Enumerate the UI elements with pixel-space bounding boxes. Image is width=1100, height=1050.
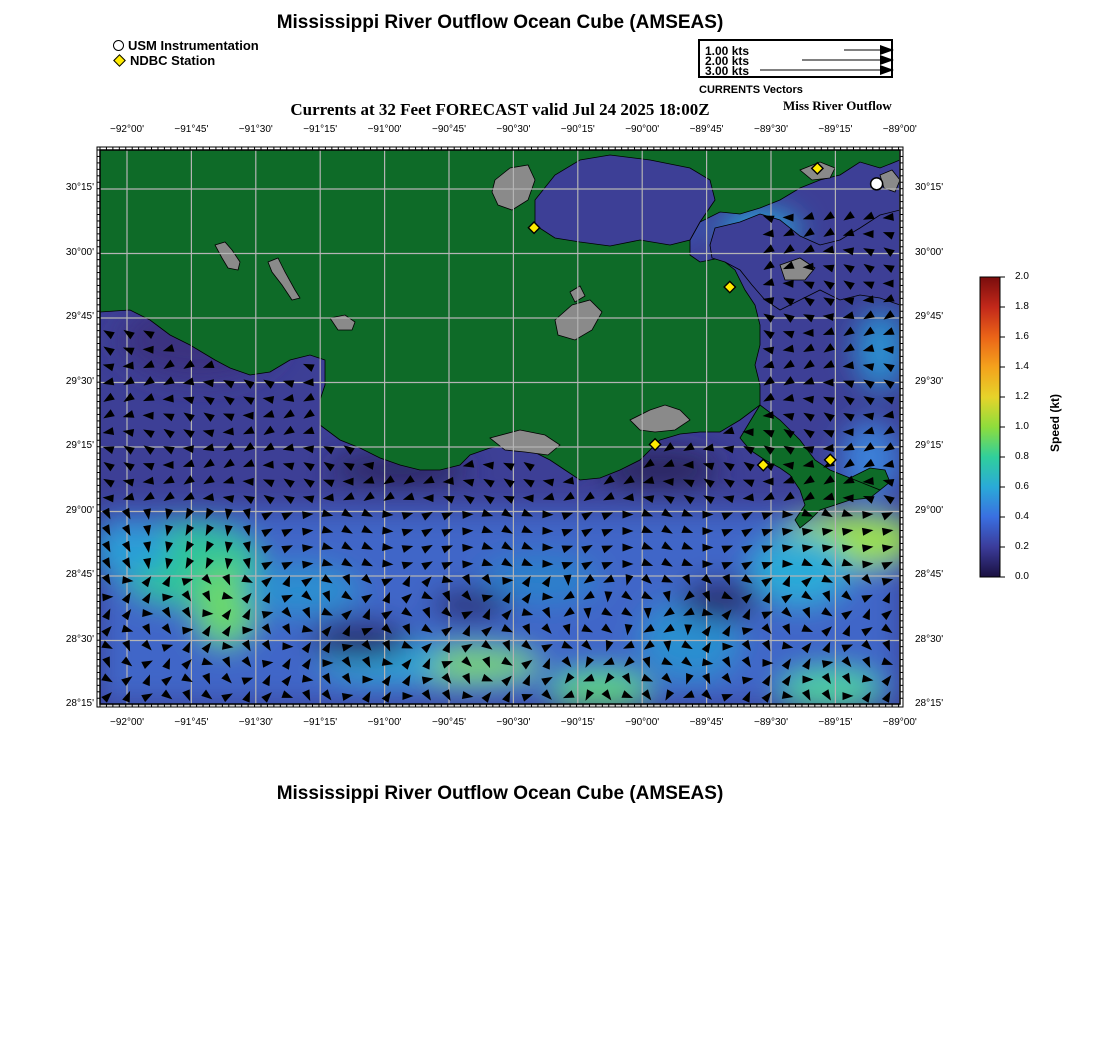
lon-tick-label: −92°00' bbox=[110, 124, 144, 135]
legend-ndbc-label: NDBC Station bbox=[130, 53, 216, 68]
lon-tick-label: −92°00' bbox=[110, 717, 144, 728]
speed-colorbar bbox=[975, 272, 1015, 582]
map-subtitle: Miss River Outflow bbox=[783, 98, 892, 113]
lon-tick-label: −90°00' bbox=[625, 717, 660, 728]
lon-tick-label: −91°45' bbox=[174, 717, 209, 728]
lon-tick-label: −89°15' bbox=[818, 717, 853, 728]
vector-legend-row-1: 1.00 kts bbox=[705, 44, 750, 58]
vector-legend-row-2: 2.00 kts bbox=[705, 54, 750, 68]
page-title: Mississippi River Outflow Ocean Cube (AMSEAS) bbox=[276, 12, 724, 33]
ndbc-diamond-icon bbox=[113, 54, 126, 67]
colorbar-tick-label: 0.0 bbox=[1015, 571, 1029, 582]
lon-tick-label: −90°00' bbox=[625, 124, 660, 135]
lon-tick-label: −90°15' bbox=[560, 717, 595, 728]
lon-tick-label: −89°30' bbox=[754, 717, 788, 728]
colorbar-tick-label: 1.8 bbox=[1015, 301, 1029, 312]
colorbar-tick-label: 1.4 bbox=[1015, 361, 1029, 372]
lon-tick-label: −89°00' bbox=[882, 124, 917, 135]
lon-tick-label: −91°30' bbox=[238, 124, 273, 135]
lon-tick-label: −89°00' bbox=[882, 717, 917, 728]
lon-tick-label: −90°30' bbox=[496, 124, 531, 135]
lat-tick-label: 29°15' bbox=[915, 440, 944, 451]
legend-usm bbox=[113, 38, 259, 53]
colorbar-tick-label: 0.2 bbox=[1015, 541, 1029, 552]
lat-tick-label: 29°15' bbox=[65, 440, 94, 451]
lon-tick-label: −91°30' bbox=[238, 717, 273, 728]
lat-tick-label: 28°30' bbox=[65, 633, 94, 645]
vector-legend-row-3: 3.00 kts bbox=[705, 64, 750, 78]
lon-tick-label: −89°45' bbox=[689, 124, 724, 135]
lat-tick-label: 29°30' bbox=[65, 375, 94, 387]
lat-tick-label: 29°00' bbox=[65, 504, 94, 516]
lat-tick-label: 28°45' bbox=[65, 569, 94, 580]
lat-tick-label: 30°00' bbox=[65, 246, 94, 258]
lon-tick-label: −91°15' bbox=[303, 124, 338, 135]
legend-ndbc bbox=[113, 53, 259, 68]
lat-tick-label: 29°45' bbox=[915, 311, 944, 322]
lat-tick-label: 28°30' bbox=[915, 633, 944, 645]
current-speed-map bbox=[90, 140, 912, 715]
lat-tick-label: 30°00' bbox=[915, 246, 944, 258]
colorbar-tick-label: 1.0 bbox=[1015, 421, 1029, 432]
lat-tick-label: 30°15' bbox=[915, 182, 944, 193]
lon-tick-label: −90°45' bbox=[432, 717, 466, 728]
map-title: Currents at 32 Feet FORECAST valid Jul 24 2025 18:00Z bbox=[290, 100, 710, 119]
lat-tick-label: 28°45' bbox=[915, 569, 944, 580]
lat-tick-label: 30°15' bbox=[65, 182, 94, 193]
lon-tick-label: −91°15' bbox=[303, 717, 338, 728]
lon-tick-label: −89°45' bbox=[689, 717, 724, 728]
lon-tick-label: −89°15' bbox=[818, 124, 853, 135]
lon-tick-label: −91°45' bbox=[174, 124, 209, 135]
bottom-title: Mississippi River Outflow Ocean Cube (AMSEAS) bbox=[276, 783, 724, 804]
vector-legend-arrows bbox=[700, 41, 895, 80]
lon-tick-label: −90°45' bbox=[432, 124, 466, 135]
usm-station-marker bbox=[871, 178, 883, 190]
colorbar-tick-label: 1.2 bbox=[1015, 391, 1029, 402]
lon-tick-label: −91°00' bbox=[367, 717, 402, 728]
lat-tick-label: 28°15' bbox=[915, 698, 944, 709]
usm-circle-icon bbox=[113, 40, 124, 51]
colorbar-tick-label: 0.6 bbox=[1015, 481, 1029, 492]
lat-tick-label: 28°15' bbox=[65, 698, 94, 709]
lat-tick-label: 29°45' bbox=[65, 311, 94, 322]
lon-tick-label: −90°30' bbox=[496, 717, 531, 728]
legend-usm-label: USM Instrumentation bbox=[128, 38, 259, 53]
lat-tick-label: 29°30' bbox=[915, 375, 944, 387]
colorbar-tick-label: 0.4 bbox=[1015, 511, 1029, 522]
lon-tick-label: −90°15' bbox=[560, 124, 595, 135]
colorbar-tick-label: 1.6 bbox=[1015, 331, 1029, 342]
colorbar-tick-label: 2.0 bbox=[1015, 271, 1029, 282]
lon-tick-label: −91°00' bbox=[367, 124, 402, 135]
colorbar-label: Speed (kt) bbox=[1048, 393, 1062, 452]
lat-tick-label: 29°00' bbox=[915, 504, 944, 516]
station-legend bbox=[113, 38, 259, 68]
vector-legend-caption: CURRENTS Vectors bbox=[699, 84, 803, 96]
colorbar-tick-label: 0.8 bbox=[1015, 451, 1029, 462]
lon-tick-label: −89°30' bbox=[754, 124, 788, 135]
vector-legend bbox=[698, 39, 893, 78]
